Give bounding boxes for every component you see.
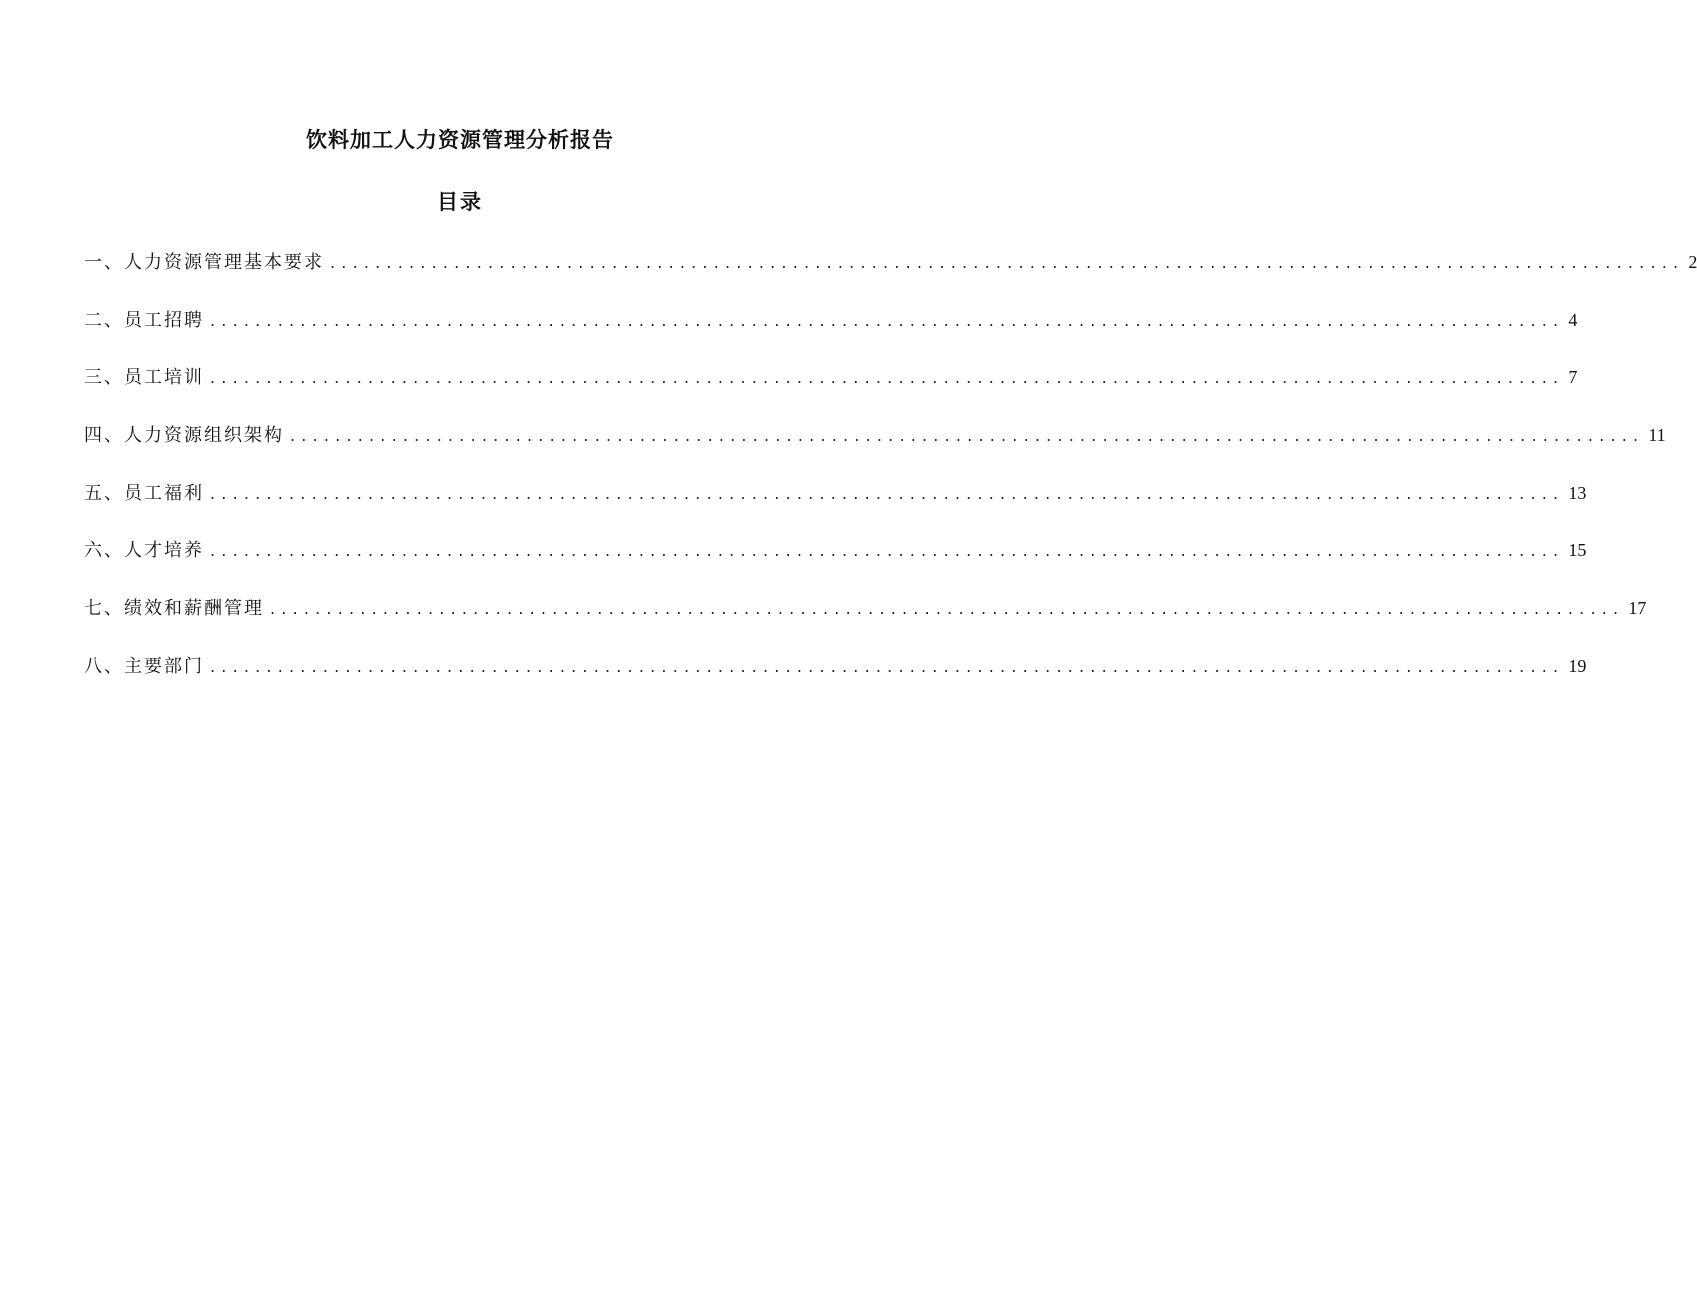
- toc-dot-leader: ........................................................................................................................: [270, 599, 1625, 619]
- toc-dot-leader: ........................................................................................................................: [210, 368, 1565, 388]
- toc-dot-leader: ........................................................................................................................: [210, 310, 1565, 330]
- toc-entry-label: 六、人才培养: [84, 540, 204, 562]
- toc-entry-label: 七、绩效和薪酬管理: [84, 598, 264, 620]
- toc-heading: 目录: [437, 190, 483, 214]
- toc-entry-2[interactable]: [84, 306, 1578, 364]
- toc-entry-label: 八、主要部门: [84, 655, 204, 677]
- toc-entry-page: 19: [1568, 655, 1587, 676]
- toc-entry-page: 7: [1568, 367, 1578, 388]
- toc-entry-label: 五、员工福利: [84, 482, 204, 504]
- toc-entry-page: 11: [1648, 425, 1666, 446]
- toc-entry-7[interactable]: [84, 594, 1647, 652]
- toc-entry-label: 二、员工招聘: [84, 309, 204, 331]
- document-title: 饮料加工人力资源管理分析报告: [306, 128, 614, 152]
- toc-entry-8[interactable]: [84, 652, 1587, 710]
- toc-entry-1[interactable]: [84, 248, 1697, 306]
- toc-entry-page: 15: [1568, 540, 1587, 561]
- toc-entry-page: 13: [1568, 482, 1587, 503]
- toc-entry-label: 三、员工培训: [84, 367, 204, 389]
- toc-entry-6[interactable]: [84, 536, 1587, 594]
- table-of-contents: [84, 248, 1697, 710]
- toc-entry-label: 一、人力资源管理基本要求: [84, 252, 324, 273]
- toc-entry-3[interactable]: [84, 363, 1578, 421]
- toc-dot-leader: ........................................................................................................................: [290, 426, 1645, 446]
- toc-entry-label: 四、人力资源组织架构: [84, 425, 284, 447]
- toc-dot-leader: ........................................................................................................................: [210, 656, 1565, 676]
- toc-entry-page: 2: [1688, 252, 1697, 272]
- toc-entry-page: 4: [1568, 309, 1578, 330]
- toc-dot-leader: ........................................................................................................................: [330, 253, 1685, 272]
- toc-entry-page: 17: [1628, 598, 1647, 619]
- toc-entry-4[interactable]: [84, 421, 1666, 479]
- toc-dot-leader: ........................................................................................................................: [210, 541, 1565, 561]
- toc-dot-leader: ........................................................................................................................: [210, 483, 1565, 503]
- toc-entry-5[interactable]: [84, 479, 1587, 537]
